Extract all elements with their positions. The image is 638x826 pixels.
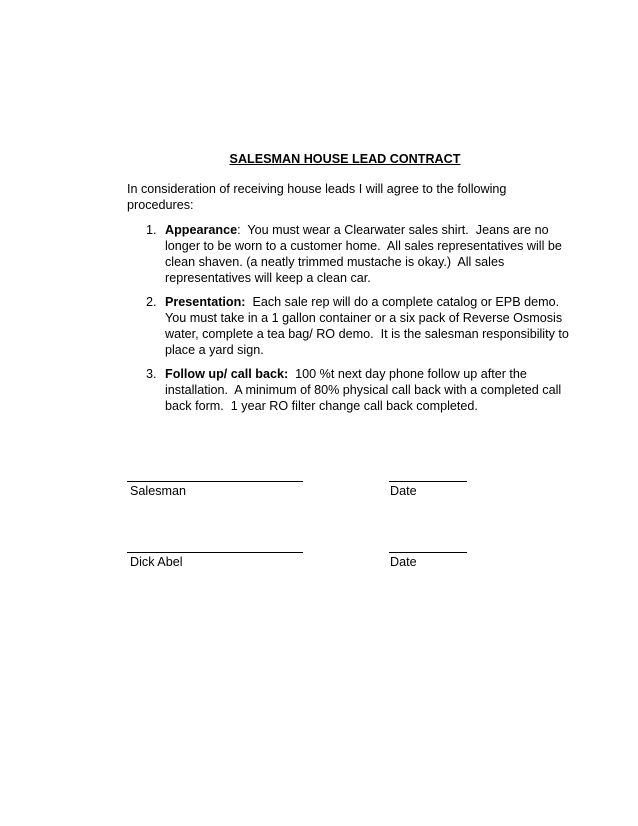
list-item-appearance [146,222,576,286]
date-label: Date [390,555,417,569]
salesman-signature-field[interactable] [127,481,303,499]
list-item-label: Follow up/ call back: [165,367,289,381]
date-line [389,481,467,482]
salesman-label: Salesman [130,484,187,498]
list-item-body [165,366,576,414]
contract-title: SALESMAN HOUSE LEAD CONTRACT [229,152,461,166]
intro-paragraph: In consideration of receiving house leads I will agree to the following procedures: [127,182,507,212]
list-item-body [165,222,576,286]
list-item-label: Appearance [165,223,238,237]
list-item-number: 3. [146,367,157,381]
dick-abel-signature-field[interactable] [127,552,303,570]
dick-abel-date-field[interactable] [389,552,467,570]
dick-abel-label: Dick Abel [130,555,183,569]
list-item-text: Each sale rep will do a complete catalog or EPB demo. You must take in a 1 gallon container or a six pack of Reverse Osmosis water, complete a tea bag/ RO demo. It is the salesman responsibility to place a yard sign. [165,295,573,357]
list-item-number: 1. [146,223,157,237]
signature-line [127,552,303,553]
date-label: Date [390,484,417,498]
list-item-follow-up [146,366,576,414]
date-line [389,552,467,553]
list-item-text: You must wear a Clearwater sales shirt. Jeans are no longer to be worn to a customer home. All sales representatives will be clean shaven. (a neatly trimmed mustache is okay.) All sales representatives will keep a clean car. [165,223,566,285]
signature-line [127,481,303,482]
salesman-date-field[interactable] [389,481,467,499]
list-item-body [165,294,576,358]
list-item-text: 100 %t next day phone follow up after the installation. A minimum of 80% physical call back with a completed call back form. 1 year RO filter change call back completed. [165,367,565,413]
list-item-number: 2. [146,295,157,309]
list-item-separator: : [237,223,241,237]
list-item-label: Presentation: [165,295,246,309]
list-item-presentation [146,294,576,358]
